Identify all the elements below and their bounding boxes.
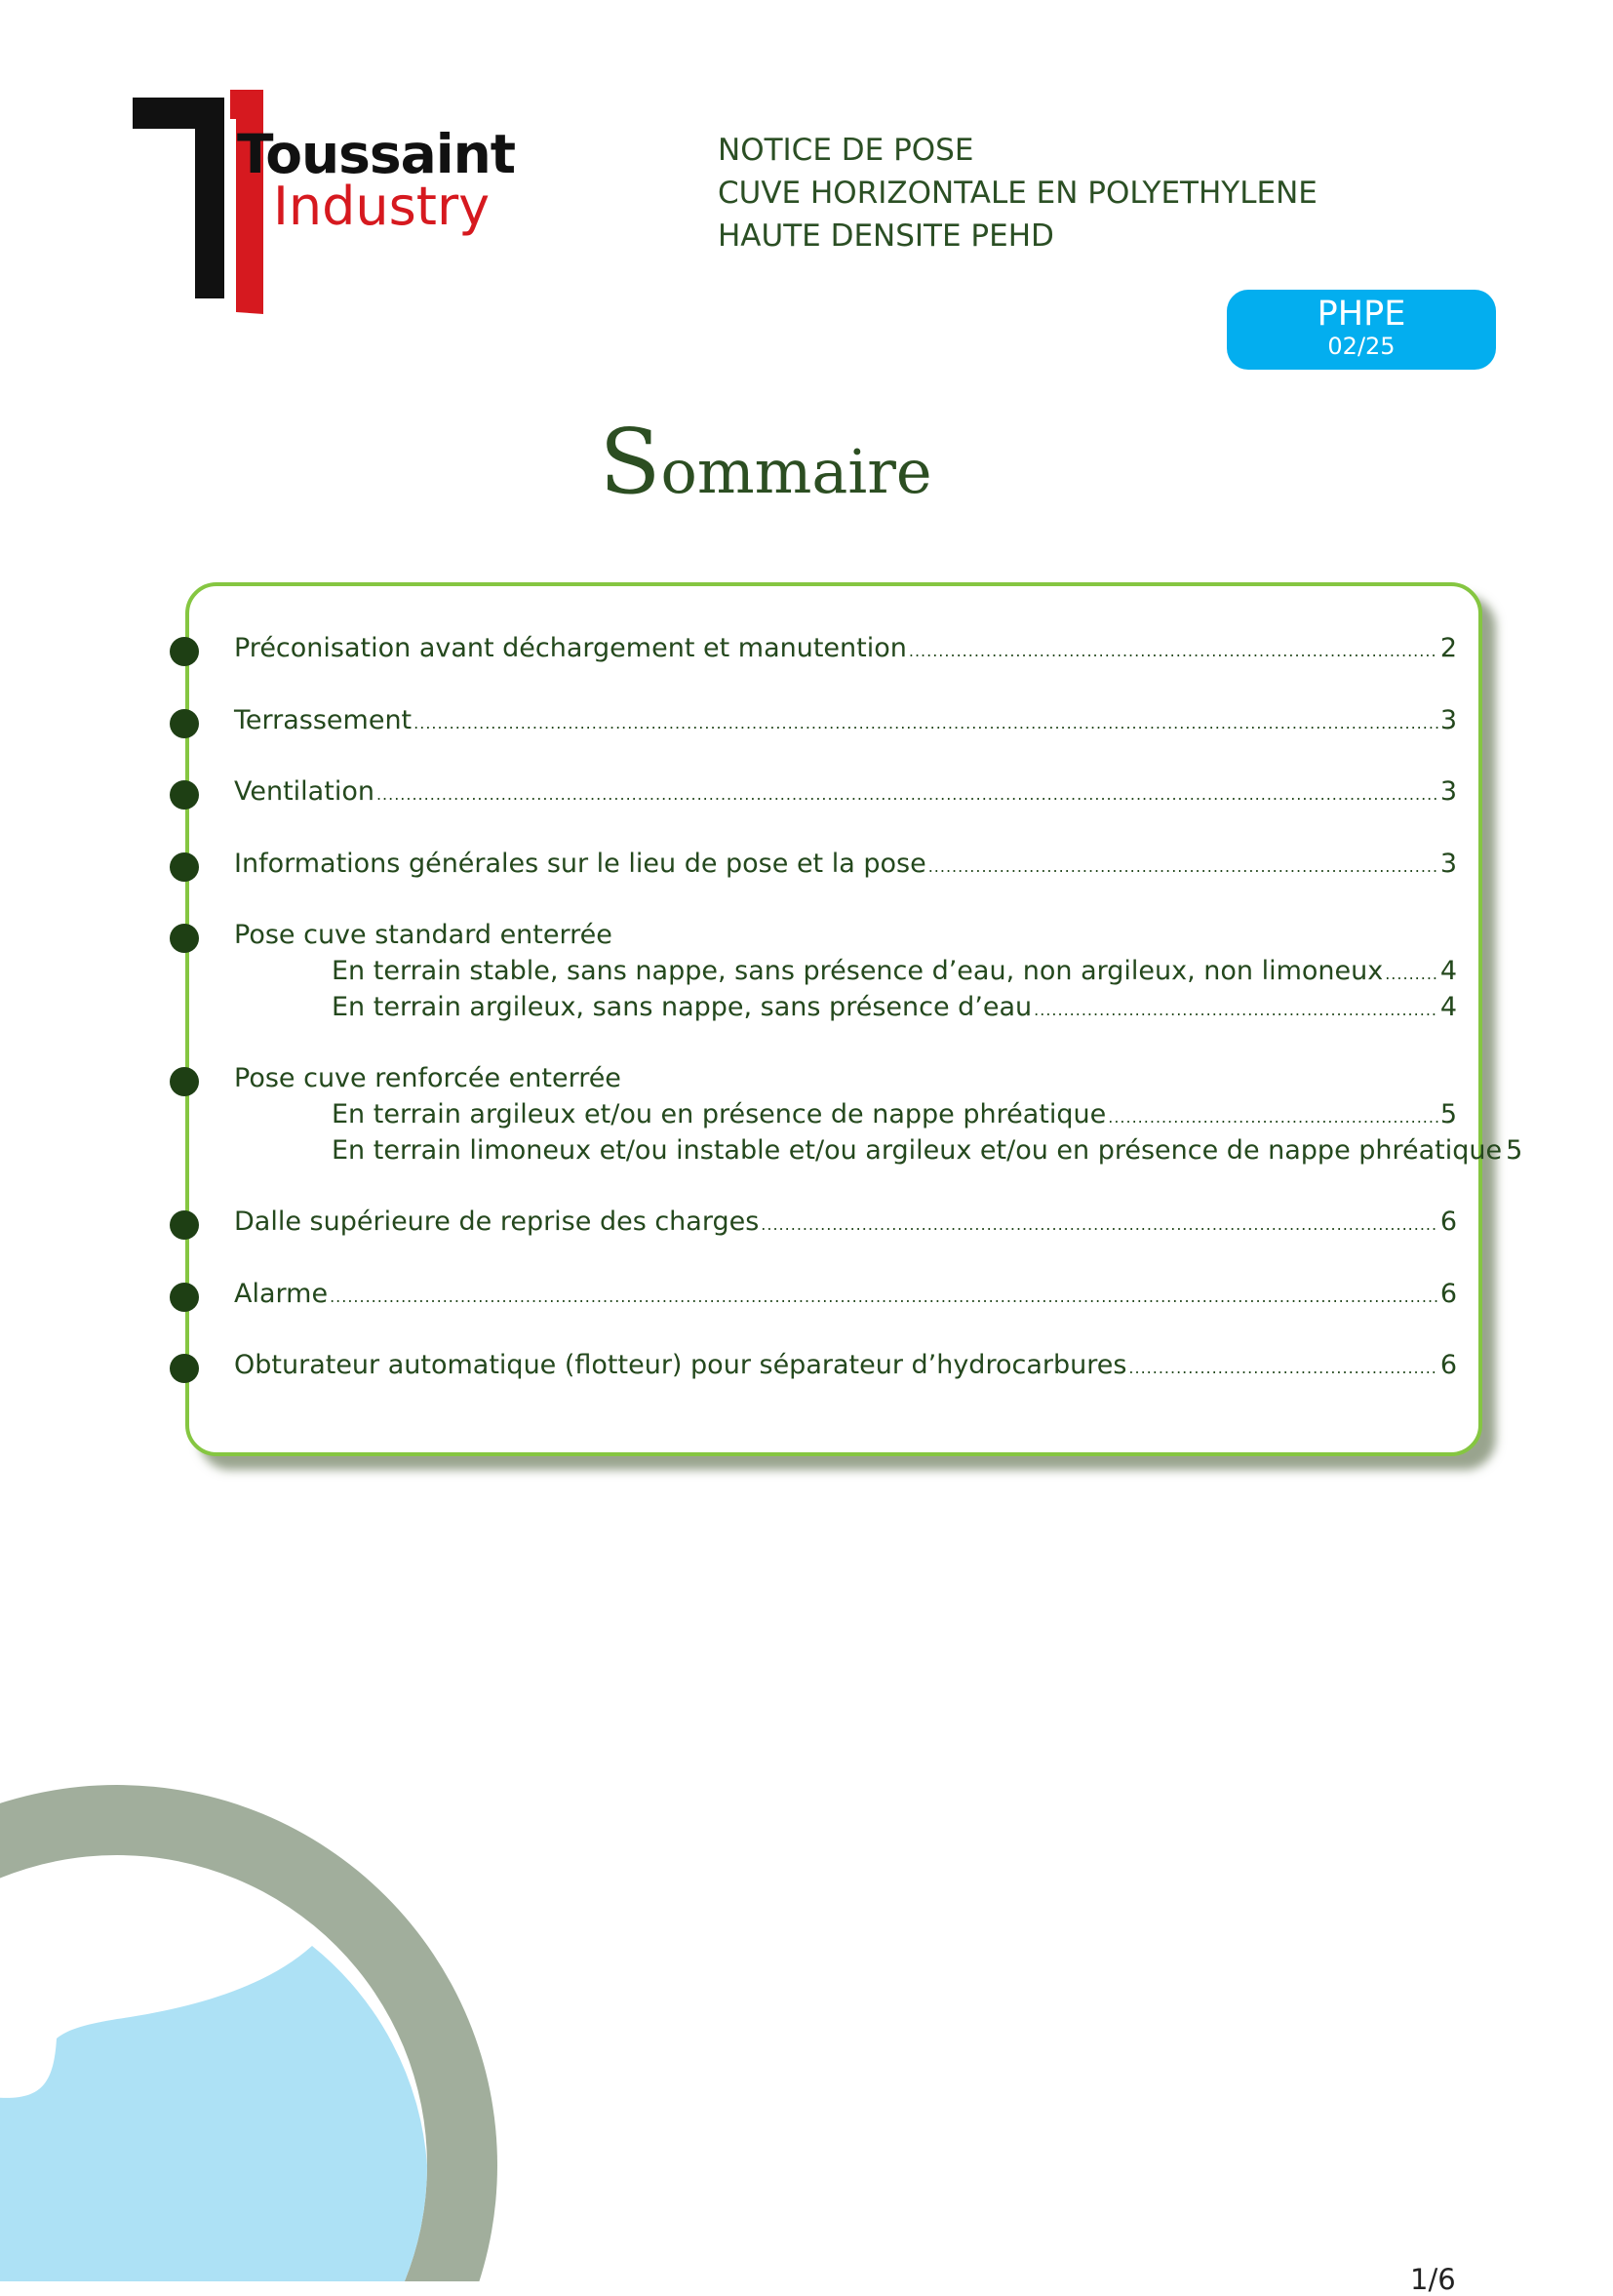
bullet-icon <box>170 1067 199 1096</box>
logo-text-industry: Industry <box>273 176 491 237</box>
toc-entry-page: 6 <box>1439 1279 1457 1309</box>
logo-text-toussaint: Toussaint <box>237 123 516 185</box>
toc-subentry-label: En terrain limoneux et/ou instable et/ou argileux et/ou en présence de nappe phréatique <box>332 1135 1503 1166</box>
header-line-3: HAUTE DENSITE PEHD <box>718 218 1054 254</box>
reference-date: 02/25 <box>1327 333 1396 360</box>
toc-entry[interactable] <box>234 633 1457 668</box>
toc-entry-label: Ventilation <box>234 776 374 807</box>
toc-box <box>185 582 1523 1456</box>
toc-subentry[interactable] <box>332 1135 1523 1170</box>
dot-leader <box>1128 1359 1437 1377</box>
bullet-icon <box>170 852 199 882</box>
toc-entry-page: 6 <box>1439 1350 1457 1380</box>
reference-code: PHPE <box>1317 295 1406 334</box>
toc-entry[interactable] <box>234 705 1457 740</box>
dot-leader <box>1034 1001 1438 1019</box>
bullet-icon <box>170 1283 199 1312</box>
toc-list <box>189 586 1523 1452</box>
dot-leader <box>413 714 1438 732</box>
page-number: 1/6 <box>1410 2263 1456 2296</box>
toc-entry[interactable] <box>234 1279 1457 1314</box>
toc-entry[interactable] <box>234 849 1457 884</box>
toc-entry-page: 3 <box>1439 705 1457 735</box>
toc-subentry-page: 4 <box>1439 992 1457 1022</box>
dot-leader <box>376 785 1438 804</box>
bullet-icon <box>170 637 199 666</box>
page-title-rest: ommaire <box>660 436 932 507</box>
toc-section-heading[interactable]: Pose cuve renforcée enterrée <box>234 1063 621 1093</box>
toc-entry[interactable] <box>234 1207 1457 1242</box>
toc-subentry-page: 5 <box>1439 1099 1457 1129</box>
toc-entry-label: Obturateur automatique (flotteur) pour séparateur d’hydrocarbures <box>234 1350 1127 1380</box>
toc-subentry[interactable] <box>332 992 1457 1027</box>
toc-entry[interactable] <box>234 1350 1457 1385</box>
header-line-2: CUVE HORIZONTALE EN POLYETHYLENE <box>718 176 1318 211</box>
dot-leader <box>330 1287 1438 1306</box>
page-title-initial: S <box>599 410 661 514</box>
toc-subentry-page: 5 <box>1506 1135 1523 1166</box>
bullet-icon <box>170 780 199 810</box>
toc-subentry[interactable] <box>332 1099 1457 1134</box>
toc-entry-label: Préconisation avant déchargement et manutention <box>234 633 907 663</box>
toc-subentry-label: En terrain argileux, sans nappe, sans présence d’eau <box>332 992 1033 1022</box>
dot-leader <box>1385 965 1438 983</box>
dot-leader <box>909 642 1438 660</box>
toc-subentry-label: En terrain stable, sans nappe, sans présence d’eau, non argileux, non limoneux <box>332 956 1384 986</box>
decorative-circle <box>0 1746 507 2281</box>
toc-section-heading[interactable]: Pose cuve standard enterrée <box>234 920 612 950</box>
toc-subentry[interactable] <box>332 956 1457 991</box>
company-logo <box>127 90 516 324</box>
toc-subentry-label: En terrain argileux et/ou en présence de nappe phréatique <box>332 1099 1107 1129</box>
dot-leader <box>761 1215 1438 1234</box>
header-line-1: NOTICE DE POSE <box>718 133 974 168</box>
toc-entry-page: 3 <box>1439 776 1457 807</box>
toc-subentry-page: 4 <box>1439 956 1457 986</box>
toc-entry-label: Informations générales sur le lieu de pose et la pose <box>234 849 926 879</box>
toc-entry-page: 3 <box>1439 849 1457 879</box>
reference-badge <box>1227 290 1496 370</box>
toc-entry-label: Dalle supérieure de reprise des charges <box>234 1207 760 1237</box>
toc-entry-label: Terrassement <box>234 705 413 735</box>
page-title <box>0 410 1531 514</box>
bullet-icon <box>170 709 199 738</box>
bullet-icon <box>170 1354 199 1383</box>
toc-entry-label: Alarme <box>234 1279 329 1309</box>
toc-entry-page: 6 <box>1439 1207 1457 1237</box>
dot-leader <box>928 857 1438 876</box>
bullet-icon <box>170 1210 199 1240</box>
document-header <box>718 129 1318 257</box>
bullet-icon <box>170 924 199 953</box>
toc-entry[interactable] <box>234 776 1457 812</box>
toc-entry-page: 2 <box>1439 633 1457 663</box>
dot-leader <box>1108 1108 1438 1127</box>
